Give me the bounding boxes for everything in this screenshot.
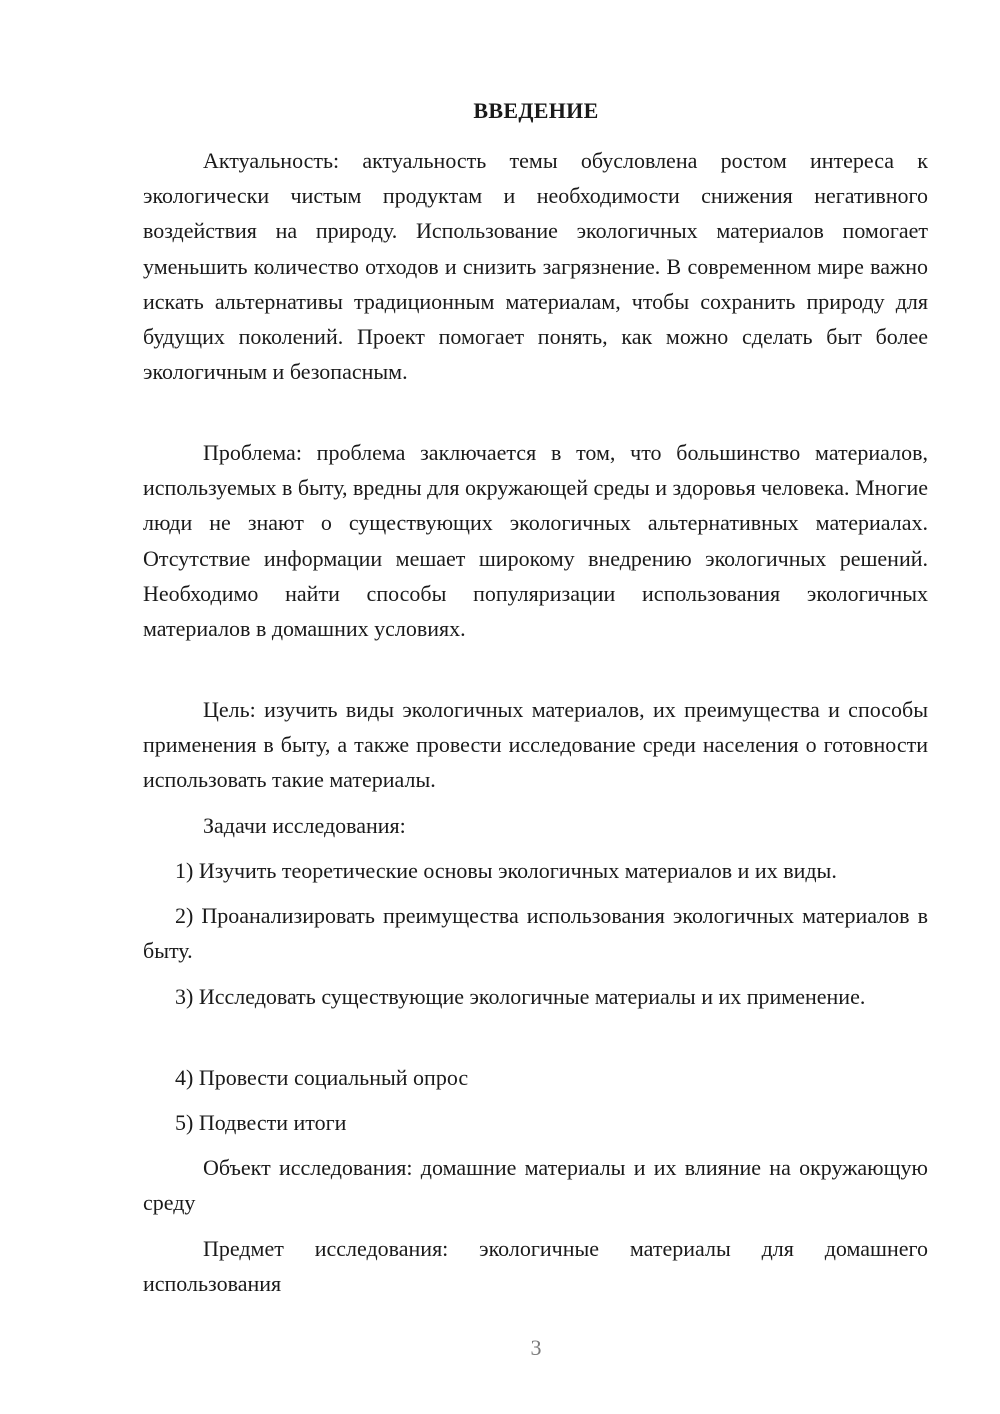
tasks-heading: Задачи исследования: — [203, 813, 406, 838]
task-item-3: 3) Исследовать существующие экологичные материалы и их применение. — [175, 984, 866, 1009]
section-title: ВВЕДЕНИЕ — [473, 98, 599, 123]
paragraph-relevance: Актуальность: актуальность темы обусловлена ростом интереса к экологически чистым продуктам и необходимости снижения негативного воздействия на природу. Использование экологичных материалов помогает уменьшить количество отходов и снизить загрязнение. В современном мире важно искать альтернативы традиционным материалам, чтобы сохранить природу для будущих поколений. Проект помогает понять, как можно сделать быт более экологичным и безопасным. — [143, 148, 928, 385]
page-number: 3 — [530, 1335, 542, 1360]
paragraph-problem: Проблема: проблема заключается в том, что большинство материалов, используемых в быту, вредны для окружающей среды и здоровья человека. Многие люди не знают о существующих экологичных альтернативных материалах. Отсутствие информации мешает широкому внедрению экологичных решений. Необходимо найти способы популяризации использования экологичных материалов в домашних условиях. — [143, 440, 928, 642]
paragraph-subject: Предмет исследования: экологичные материалы для домашнего использования — [143, 1236, 928, 1297]
paragraph-goal: Цель: изучить виды экологичных материалов, их преимущества и способы применения в быту, а также провести исследование среди населения о готовности использовать такие материалы. — [143, 697, 928, 793]
task-item-1: 1) Изучить теоретические основы экологичных материалов и их виды. — [175, 858, 837, 883]
task-item-5: 5) Подвести итоги — [175, 1110, 347, 1135]
paragraph-object: Объект исследования: домашние материалы и их влияние на окружающую среду — [143, 1155, 928, 1216]
task-item-4: 4) Провести социальный опрос — [175, 1065, 469, 1090]
task-item-2: 2) Проанализировать преимущества использования экологичных материалов в быту. — [143, 903, 928, 964]
